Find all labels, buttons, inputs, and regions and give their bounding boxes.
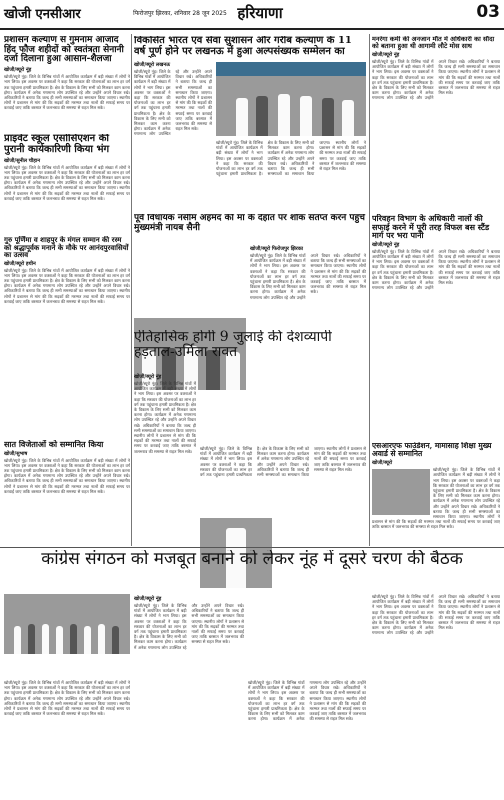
story-headline: प्रशासन कल्याण से गुमनाम आजाद हिंद फौज शहीदों को स्वतंत्रता सेनानी दर्जा दिलाना हुआ आसान-शैलजा (4, 36, 124, 65)
lead-headline: विकसित भारत एवं सेवा सुशासन और गरीब कल्याण के 11 वर्ष पूर्ण होने पर लखनऊ में हुआ अल्पसंख्यक सम्मेलन का (134, 36, 352, 57)
lead-story-text-right (216, 140, 366, 210)
story-body: खोजी/ब्यूरो नूंह। जिले के विभिन्न गांवों में आयोजित कार्यक्रम में बड़ी संख्या में लोगों ने भाग लिया। इस अवसर पर वक्ताओं ने कहा कि सरकार की योजनाओं का लाभ हर वर्ग तक पहुंचाना हमारी प्राथमिकता है। क्षेत्र के विकास के लिए सभी को मिलकर काम करना होगा। कार्यक्रम में अनेक गणमान्य लोग उपस्थित रहे और उन्होंने अपने विचार रखे। अधिकारियों ने बताया कि जल्द ही सभी समस्याओं का समाधान किया जाएगा। स्थानीय लोगों ने प्रशासन से मांग की कि सड़कों की मरम्मत तथा नालों की सफाई समय पर करवाई जाए ताकि बरसात में जलभराव की समस्या से राहत मिल सके। (250, 253, 366, 300)
winners-photo (4, 594, 130, 654)
lead-story-headline-block (134, 36, 366, 58)
newspaper-brand: खोजी एनसीआर (4, 7, 81, 22)
story-cm-visit-text (250, 244, 366, 324)
story-winners (4, 440, 130, 546)
story-private-school (4, 134, 130, 234)
story-headline: परिवहन विभाग के अधिकारी नालों की सफाई करने में पूरी तरह विफल बस स्टैंड मार्ग पर भरा पानी (372, 214, 490, 241)
section-rule (0, 547, 504, 548)
lead-story-text-left (134, 60, 212, 210)
lead-photo-stage (216, 62, 366, 136)
congress-text-mid (134, 594, 244, 796)
page-number: 03 (476, 2, 500, 22)
story-byline: खोजी/ब्यूरो नूंह (134, 374, 162, 380)
story-headline: प्राइवेट स्कूल एसोसिएशन की पुरानी कार्यकारिणी किया भंग (4, 134, 110, 155)
story-byline: खोजी/ब्यूरो नूंह (4, 67, 32, 74)
story-headline: गुरु पूर्णिमा व शाहपुर के मंगल सम्मान की रस्म को श्रद्धापूर्वक मनाने के मौके पर आनंदपुरवासियों का उत्सव (4, 236, 129, 260)
story-body: खोजी/ब्यूरो नूंह। जिले के विभिन्न गांवों में आयोजित कार्यक्रम में बड़ी संख्या में लोगों ने भाग लिया। इस अवसर पर वक्ताओं ने कहा कि सरकार की योजनाओं का लाभ हर वर्ग तक पहुंचाना हमारी प्राथमिकता है। क्षेत्र के विकास के लिए सभी को मिलकर काम करना होगा। कार्यक्रम में अनेक गणमान्य लोग उपस्थित रहे और उन्होंने अपने विचार रखे। अधिकारियों ने बताया कि जल्द ही सभी समस्याओं का समाधान किया जाएगा। स्थानीय लोगों ने प्रशासन से मांग की कि सड़कों की मरम्मत तथा नालों की सफाई समय पर करवाई जाए ताकि बरसात में जलभराव की समस्या से राहत मिल सके। (372, 59, 500, 101)
story-body-cont: खोजी/ब्यूरो नूंह। जिले के विभिन्न गांवों में आयोजित कार्यक्रम में बड़ी संख्या में लोगों ने भाग लिया। इस अवसर पर वक्ताओं ने कहा कि सरकार की योजनाओं का लाभ हर वर्ग तक पहुंचाना हमारी प्राथमिकता है। क्षेत्र के विकास के लिए सभी को मिलकर काम करना होगा। कार्यक्रम में अनेक गणमान्य लोग उपस्थित रहे और उन्होंने अपने विचार रखे। अधिकारियों ने बताया कि जल्द ही सभी समस्याओं का समाधान किया जाएगा। स्थानीय लोगों ने प्रशासन से मांग की कि सड़कों की मरम्मत तथा नालों की सफाई समय पर करवाई जाए ताकि बरसात में जलभराव की समस्या से राहत मिल सके। (248, 680, 366, 722)
story-headline: कांग्रेस संगठन को मजबूत बनाने को लेकर नूंह में दूसरे चरण की बैठक (41, 550, 463, 569)
lead-byline: खोजी/ब्यूरो लखनऊ (134, 62, 171, 68)
story-headline: मनरेगा कर्मी की अनजान मौत में अधिकारी का सौदा को बताना हुआ थी आगामी लौटे मोस साथ (372, 36, 495, 51)
story-body: खोजी/ब्यूरो नूंह। जिले के विभिन्न गांवों में आयोजित कार्यक्रम में बड़ी संख्या में लोगों ने भाग लिया। इस अवसर पर वक्ताओं ने कहा कि सरकार की योजनाओं का लाभ हर वर्ग तक पहुंचाना हमारी प्राथमिकता है। क्षेत्र के विकास के लिए सभी को मिलकर काम करना होगा। कार्यक्रम में अनेक गणमान्य लोग उपस्थित रहे और उन्होंने अपने विचार रखे। अधिकारियों ने बताया कि जल्द ही सभी समस्याओं का समाधान किया जाएगा। स्थानीय लोगों ने प्रशासन से मांग की कि सड़कों की मरम्मत तथा नालों की सफाई समय पर करवाई जाए ताकि बरसात में जलभराव की समस्या से राहत मिल सके। (4, 457, 130, 494)
story-guru-purnima (4, 236, 130, 376)
story-body-cont: खोजी/ब्यूरो नूंह। जिले के विभिन्न गांवों में आयोजित कार्यक्रम में बड़ी संख्या में लोगों ने भाग लिया। इस अवसर पर वक्ताओं ने कहा कि सरकार की योजनाओं का लाभ हर वर्ग तक पहुंचाना हमारी प्राथमिकता है। क्षेत्र के विकास के लिए सभी को मिलकर काम करना होगा। कार्यक्रम में अनेक गणमान्य लोग उपस्थित रहे और उन्होंने अपने विचार रखे। अधिकारियों ने बताया कि जल्द ही सभी समस्याओं का समाधान किया जाएगा। स्थानीय लोगों ने प्रशासन से मांग की कि सड़कों की मरम्मत तथा नालों की सफाई समय पर करवाई जाए ताकि बरसात में जलभराव की समस्या से राहत मिल सके। (372, 594, 500, 636)
story-byline: खोजी/सुभाष (4, 450, 28, 457)
story-headline: पूर्व विधायक नसीम अहमद की माँ के देहांत पर शोक संतप्त करने पहुँचे मुख्यमंत्री नायब सैनी (134, 214, 366, 233)
story-strike-headline (134, 330, 366, 370)
story-byline: खोजी/सुनील चौहान (4, 157, 40, 164)
story-body: खोजी/ब्यूरो नूंह। जिले के विभिन्न गांवों में आयोजित कार्यक्रम में बड़ी संख्या में लोगों ने भाग लिया। इस अवसर पर वक्ताओं ने कहा कि सरकार की योजनाओं का लाभ हर वर्ग तक पहुंचाना हमारी प्राथमिकता है। क्षेत्र के विकास के लिए सभी को मिलकर काम करना होगा। कार्यक्रम में अनेक गणमान्य लोग उपस्थित रहे और उन्होंने अपने विचार रखे। अधिकारियों ने बताया कि जल्द ही सभी समस्याओं का समाधान किया जाएगा। स्थानीय लोगों ने प्रशासन से मांग की कि सड़कों की मरम्मत तथा नालों की सफाई समय पर करवाई जाए ताकि बरसात में जलभराव की समस्या से राहत मिल सके। (372, 467, 500, 530)
story-body: खोजी/ब्यूरो नूंह। जिले के विभिन्न गांवों में आयोजित कार्यक्रम में बड़ी संख्या में लोगों ने भाग लिया। इस अवसर पर वक्ताओं ने कहा कि सरकार की योजनाओं का लाभ हर वर्ग तक पहुंचाना हमारी प्राथमिकता है। क्षेत्र के विकास के लिए सभी को मिलकर काम करना होगा। कार्यक्रम में अनेक गणमान्य लोग उपस्थित रहे और उन्होंने अपने विचार रखे। अधिकारियों ने बताया कि जल्द ही सभी समस्याओं का समाधान किया जाएगा। स्थानीय लोगों ने प्रशासन से मांग की कि सड़कों की मरम्मत तथा नालों की सफाई समय पर करवाई जाए ताकि बरसात में जलभराव की समस्या से राहत मिल सके। (4, 74, 130, 111)
story-byline: खोजी/ब्यूरो नूंह (372, 52, 400, 59)
story-headline: सात विजेताओं को सम्मानित किया (4, 440, 104, 449)
column-rule (369, 34, 370, 546)
story-byline: खोजी/ब्यूरो नूंह (134, 596, 162, 602)
story-body: खोजी/ब्यूरो नूंह। जिले के विभिन्न गांवों में आयोजित कार्यक्रम में बड़ी संख्या में लोगों ने भाग लिया। इस अवसर पर वक्ताओं ने कहा कि सरकार की योजनाओं का लाभ हर वर्ग तक पहुंचाना हमारी प्राथमिकता है। क्षेत्र के विकास के लिए सभी को मिलकर काम करना होगा। कार्यक्रम में अनेक गणमान्य लोग उपस्थित रहे और उन्होंने अपने विचार रखे। अधिकारियों ने बताया कि जल्द ही सभी समस्याओं का समाधान किया जाएगा। स्थानीय लोगों ने प्रशासन से मांग की कि सड़कों की मरम्मत तथा नालों की सफाई समय पर करवाई जाए ताकि बरसात में जलभराव की समस्या से राहत मिल सके। (134, 381, 196, 454)
story-body-cont: खोजी/ब्यूरो नूंह। जिले के विभिन्न गांवों में आयोजित कार्यक्रम में बड़ी संख्या में लोगों ने भाग लिया। इस अवसर पर वक्ताओं ने कहा कि सरकार की योजनाओं का लाभ हर वर्ग तक पहुंचाना हमारी प्राथमिकता है। क्षेत्र के विकास के लिए सभी को मिलकर काम करना होगा। कार्यक्रम में अनेक गणमान्य लोग उपस्थित रहे और उन्होंने अपने विचार रखे। अधिकारियों ने बताया कि जल्द ही सभी समस्याओं का समाधान किया जाएगा। स्थानीय लोगों ने प्रशासन से मांग की कि सड़कों की मरम्मत तथा नालों की सफाई समय पर करवाई जाए ताकि बरसात में जलभराव की समस्या से राहत मिल सके। (200, 446, 366, 478)
story-headline: एसआरएफ फाउंडेशन, मामासाह शिक्षा मुख्य अवार्ड से सम्मानित (372, 442, 492, 459)
masthead (0, 0, 504, 30)
story-cm-visit-headline (134, 214, 366, 240)
story-strike-text-b (200, 446, 366, 544)
story-manrega (372, 36, 500, 212)
story-strike-text-a (134, 372, 196, 544)
story-azad-hind-fauj (4, 36, 130, 132)
congress-text-right (248, 680, 366, 796)
story-headline: ऐतिहासिक होगी 9 जुलाई की देशव्यापी हड़ताल-उर्मिला रावत (134, 330, 332, 361)
story-body: खोजी/ब्यूरो नूंह। जिले के विभिन्न गांवों में आयोजित कार्यक्रम में बड़ी संख्या में लोगों ने भाग लिया। इस अवसर पर वक्ताओं ने कहा कि सरकार की योजनाओं का लाभ हर वर्ग तक पहुंचाना हमारी प्राथमिकता है। क्षेत्र के विकास के लिए सभी को मिलकर काम करना होगा। कार्यक्रम में अनेक गणमान्य लोग उपस्थित रहे और उन्होंने अपने विचार रखे। अधिकारियों ने बताया कि जल्द ही सभी समस्याओं का समाधान किया जाएगा। स्थानीय लोगों ने प्रशासन से मांग की कि सड़कों की मरम्मत तथा नालों की सफाई समय पर करवाई जाए ताकि बरसात में जलभराव की समस्या से राहत मिल सके। (4, 680, 130, 717)
story-byline: खोजी/ब्यूरो फिरोजपुर झिरका (250, 246, 303, 252)
story-body: खोजी/ब्यूरो नूंह। जिले के विभिन्न गांवों में आयोजित कार्यक्रम में बड़ी संख्या में लोगों ने भाग लिया। इस अवसर पर वक्ताओं ने कहा कि सरकार की योजनाओं का लाभ हर वर्ग तक पहुंचाना हमारी प्राथमिकता है। क्षेत्र के विकास के लिए सभी को मिलकर काम करना होगा। कार्यक्रम में अनेक गणमान्य लोग उपस्थित रहे और उन्होंने अपने विचार रखे। अधिकारियों ने बताया कि जल्द ही सभी समस्याओं का समाधान किया जाएगा। स्थानीय लोगों ने प्रशासन से मांग की कि सड़कों की मरम्मत तथा नालों की सफाई समय पर करवाई जाए ताकि बरसात में जलभराव की समस्या से राहत मिल सके। (4, 267, 130, 304)
section-title: हरियाणा (237, 4, 283, 22)
lead-body: खोजी/ब्यूरो नूंह। जिले के विभिन्न गांवों में आयोजित कार्यक्रम में बड़ी संख्या में लोगों ने भाग लिया। इस अवसर पर वक्ताओं ने कहा कि सरकार की योजनाओं का लाभ हर वर्ग तक पहुंचाना हमारी प्राथमिकता है। क्षेत्र के विकास के लिए सभी को मिलकर काम करना होगा। कार्यक्रम में अनेक गणमान्य लोग उपस्थित रहे और उन्होंने अपने विचार रखे। अधिकारियों ने बताया कि जल्द ही सभी समस्याओं का समाधान किया जाएगा। स्थानीय लोगों ने प्रशासन से मांग की कि सड़कों की मरम्मत तथा नालों की सफाई समय पर करवाई जाए ताकि बरसात में जलभराव की समस्या से राहत मिल सके। (134, 69, 212, 137)
story-transport-department (372, 214, 500, 440)
story-byline: खोजी/ब्यूरो हथीन (4, 260, 36, 267)
srf-photo (372, 469, 430, 515)
story-byline: खोजी/ब्यूरो (372, 460, 393, 467)
congress-text-left (4, 680, 130, 796)
story-srf-foundation (372, 442, 500, 546)
column-rule (131, 34, 132, 546)
story-byline: खोजी/ब्यूरो नूंह (372, 241, 400, 248)
issue-date: फिरोजपुर झिरका, शनिवार 28 जून 2025 (133, 10, 227, 17)
story-congress-headline (4, 550, 500, 590)
story-body: खोजी/ब्यूरो नूंह। जिले के विभिन्न गांवों में आयोजित कार्यक्रम में बड़ी संख्या में लोगों ने भाग लिया। इस अवसर पर वक्ताओं ने कहा कि सरकार की योजनाओं का लाभ हर वर्ग तक पहुंचाना हमारी प्राथमिकता है। क्षेत्र के विकास के लिए सभी को मिलकर काम करना होगा। कार्यक्रम में अनेक गणमान्य लोग उपस्थित रहे और उन्होंने अपने विचार रखे। अधिकारियों ने बताया कि जल्द ही सभी समस्याओं का समाधान किया जाएगा। स्थानीय लोगों ने प्रशासन से मांग की कि सड़कों की मरम्मत तथा नालों की सफाई समय पर करवाई जाए ताकि बरसात में जलभराव की समस्या से राहत मिल सके। (4, 164, 130, 201)
story-body: खोजी/ब्यूरो नूंह। जिले के विभिन्न गांवों में आयोजित कार्यक्रम में बड़ी संख्या में लोगों ने भाग लिया। इस अवसर पर वक्ताओं ने कहा कि सरकार की योजनाओं का लाभ हर वर्ग तक पहुंचाना हमारी प्राथमिकता है। क्षेत्र के विकास के लिए सभी को मिलकर काम करना होगा। कार्यक्रम में अनेक गणमान्य लोग उपस्थित रहे और उन्होंने अपने विचार रखे। अधिकारियों ने बताया कि जल्द ही सभी समस्याओं का समाधान किया जाएगा। स्थानीय लोगों ने प्रशासन से मांग की कि सड़कों की मरम्मत तथा नालों की सफाई समय पर करवाई जाए ताकि बरसात में जलभराव की समस्या से राहत मिल सके। (134, 603, 244, 650)
congress-text-far-right (372, 594, 500, 796)
story-body: खोजी/ब्यूरो नूंह। जिले के विभिन्न गांवों में आयोजित कार्यक्रम में बड़ी संख्या में लोगों ने भाग लिया। इस अवसर पर वक्ताओं ने कहा कि सरकार की योजनाओं का लाभ हर वर्ग तक पहुंचाना हमारी प्राथमिकता है। क्षेत्र के विकास के लिए सभी को मिलकर काम करना होगा। कार्यक्रम में अनेक गणमान्य लोग उपस्थित रहे और उन्होंने अपने विचार रखे। अधिकारियों ने बताया कि जल्द ही सभी समस्याओं का समाधान किया जाएगा। स्थानीय लोगों ने प्रशासन से मांग की कि सड़कों की मरम्मत तथा नालों की सफाई समय पर करवाई जाए ताकि बरसात में जलभराव की समस्या से राहत मिल सके। (372, 248, 500, 291)
lead-body-cont: खोजी/ब्यूरो नूंह। जिले के विभिन्न गांवों में आयोजित कार्यक्रम में बड़ी संख्या में लोगों ने भाग लिया। इस अवसर पर वक्ताओं ने कहा कि सरकार की योजनाओं का लाभ हर वर्ग तक पहुंचाना हमारी प्राथमिकता है। क्षेत्र के विकास के लिए सभी को मिलकर काम करना होगा। कार्यक्रम में अनेक गणमान्य लोग उपस्थित रहे और उन्होंने अपने विचार रखे। अधिकारियों ने बताया कि जल्द ही सभी समस्याओं का समाधान किया जाएगा। स्थानीय लोगों ने प्रशासन से मांग की कि सड़कों की मरम्मत तथा नालों की सफाई समय पर करवाई जाए ताकि बरसात में जलभराव की समस्या से राहत मिल सके। (216, 140, 366, 177)
